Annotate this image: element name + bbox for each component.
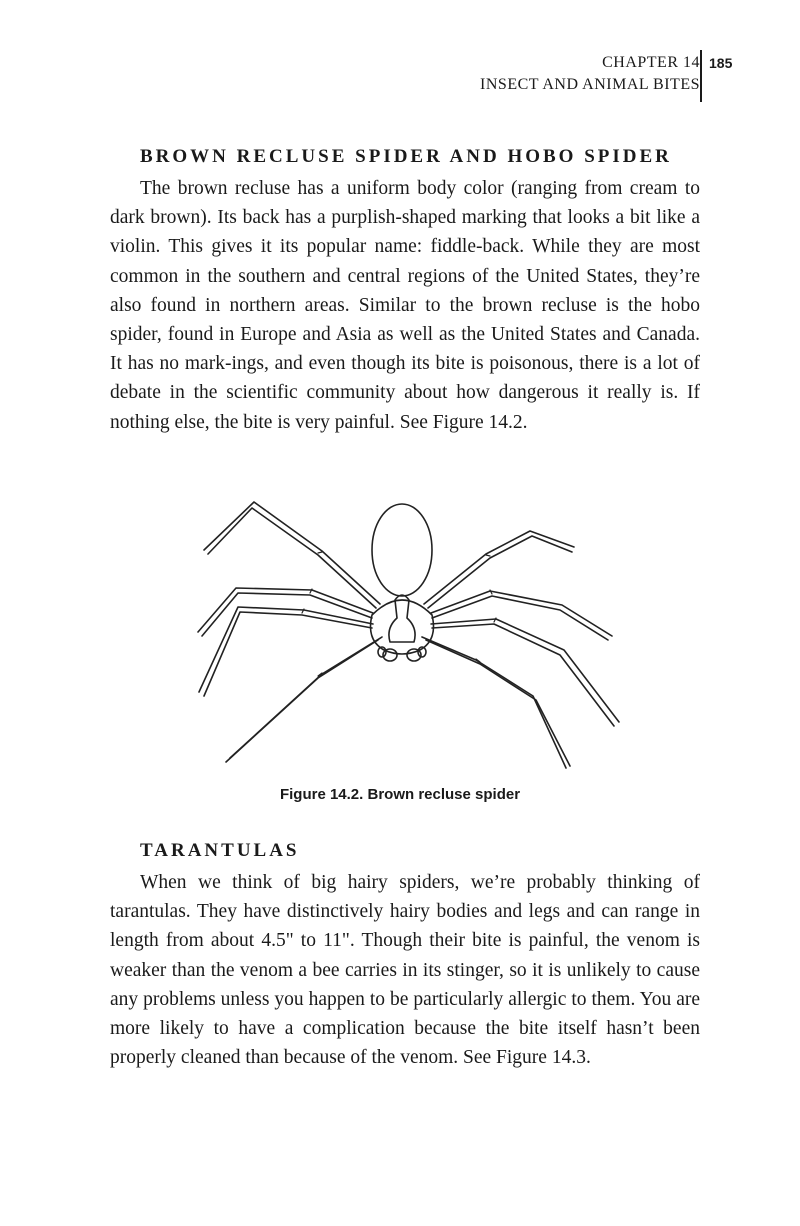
paragraph-brown-recluse: The brown recluse has a uniform body color (ranging from cream to dark brown). Its back has a purplish-shaped marking that looks a bit like a violin. This gives it its popular name: fiddle-back. While they are most common in the southern and central regions of the United States, they’re also found in northern areas. Similar to the brown recluse is the hobo spider, found in Europe and Asia as well as the United States and Canada. It has no mark-ings, and even though its bite is poisonous, there is a lot of debate in the scientific community about how dangerous it really is. If nothing else, the bite is very painful. See Figure 14.2. [110, 178, 700, 433]
chapter-title: INSECT AND ANIMAL BITES [480, 76, 700, 93]
header-divider [700, 50, 702, 102]
page-number: 185 [709, 55, 733, 71]
spider-illustration [190, 500, 630, 775]
spider-icon [190, 500, 630, 775]
figure-caption: Figure 14.2. Brown recluse spider [279, 786, 521, 803]
running-header [480, 52, 700, 96]
section-heading-brown-recluse: BROWN RECLUSE SPIDER AND HOBO SPIDER [140, 146, 672, 167]
chapter-label: CHAPTER 14 [602, 54, 700, 71]
paragraph-tarantulas: When we think of big hairy spiders, we’re probably thinking of tarantulas. They have distinctively hairy bodies and legs and can range in length from about 4.5" to 11". Though their bite is painful, the venom is weaker than the venom a bee carries in its stinger, so it is unlikely to cause any problems unless you happen to be particularly allergic to them. You are more likely to have a complication because the bite itself hasn’t been properly cleaned than because of the venom. See Figure 14.3. [110, 872, 700, 1069]
section-heading-tarantulas: TARANTULAS [140, 840, 300, 861]
